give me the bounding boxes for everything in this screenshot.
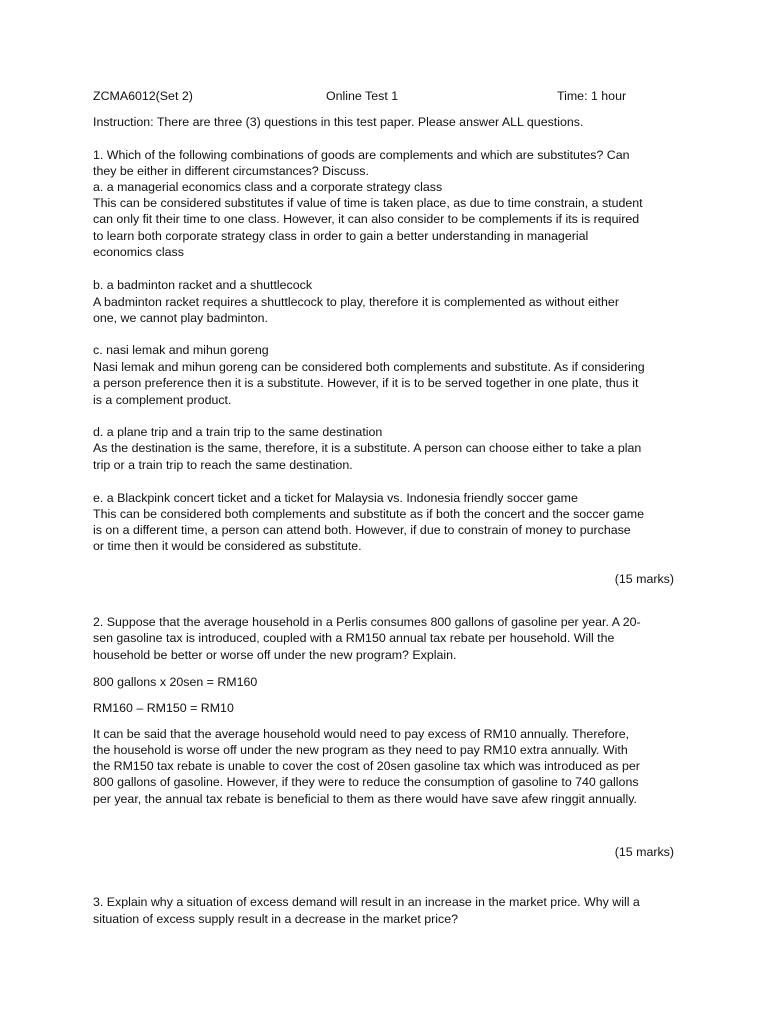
q1a-answer-line: can only fit their time to one class. However, it can also consider to be complements if its is required xyxy=(93,212,640,226)
q1b-answer-line: A badminton racket requires a shuttlecock to play, therefore it is complemented as without either xyxy=(93,295,619,309)
q2-answer-line: the RM150 tax rebate is unable to cover the cost of 20sen gasoline tax which was introduced as per xyxy=(93,759,640,773)
q2-answer-line: the household is worse off under the new program as they need to pay RM10 extra annually. With xyxy=(93,743,628,757)
q2-question-line: 2. Suppose that the average household in a Perlis consumes 800 gallons of gasoline per year. A 20- xyxy=(93,615,641,629)
q2-question-line: sen gasoline tax is introduced, coupled with a RM150 annual tax rebate per household. Will the xyxy=(93,631,615,645)
q1d-answer-line: trip or a train trip to reach the same destination. xyxy=(93,458,353,472)
q3-question-line: 3. Explain why a situation of excess demand will result in an increase in the market price. Why will a xyxy=(93,895,640,909)
q1-question-line: 1. Which of the following combinations of goods are complements and which are substitutes? Can xyxy=(93,148,630,162)
q1c-answer-line: is a complement product. xyxy=(93,393,232,407)
q1a-answer-line: to learn both corporate strategy class in order to gain a better understanding in managerial xyxy=(93,229,589,243)
q2-calculation-1: 800 gallons x 20sen = RM160 xyxy=(93,675,258,689)
q2-answer-line: 800 gallons of gasoline. However, if they were to reduce the consumption of gasoline to 740 gallons xyxy=(93,775,639,789)
q1e-answer-line: is on a different time, a person can attend both. However, if due to constrain of money to purchase xyxy=(93,523,631,537)
q2-question-line: household be better or worse off under the new program? Explain. xyxy=(93,648,457,662)
q2-answer-line: per year, the annual tax rebate is beneficial to them as there would have save afew ringgit annually. xyxy=(93,792,637,806)
q1c-answer-line: Nasi lemak and mihun goreng can be considered both complements and substitute. As if considering xyxy=(93,360,645,374)
q1-marks: (15 marks) xyxy=(614,572,674,586)
q1e-label: e. a Blackpink concert ticket and a ticket for Malaysia vs. Indonesia friendly soccer game xyxy=(93,491,578,505)
q1-question-line: they be either in different circumstances? Discuss. xyxy=(93,164,369,178)
q1a-label: a. a managerial economics class and a corporate strategy class xyxy=(93,180,443,194)
q1e-answer-line: This can be considered both complements and substitute as if both the concert and the soccer game xyxy=(93,507,645,521)
q1c-label: c. nasi lemak and mihun goreng xyxy=(93,343,269,357)
q1c-answer-line: a person preference then it is a substitute. However, if it is to be served together in one plate, thus it xyxy=(93,376,639,390)
q1d-label: d. a plane trip and a train trip to the same destination xyxy=(93,425,383,439)
course-code: ZCMA6012(Set 2) xyxy=(93,89,193,103)
q1a-answer-line: economics class xyxy=(93,245,184,259)
instruction: Instruction: There are three (3) questions in this test paper. Please answer ALL questions. xyxy=(93,115,584,129)
q2-answer-line: It can be said that the average household would need to pay excess of RM10 annually. Therefore, xyxy=(93,727,630,741)
q1e-answer-line: or time then it would be considered as substitute. xyxy=(93,539,362,553)
q2-marks: (15 marks) xyxy=(614,845,674,859)
test-name: Online Test 1 xyxy=(326,89,399,103)
q1a-answer-line: This can be considered substitutes if value of time is taken place, as due to time constrain, a student xyxy=(93,196,643,210)
q2-calculation-2: RM160 – RM150 = RM10 xyxy=(93,701,234,715)
q1d-answer-line: As the destination is the same, therefore, it is a substitute. A person can choose either to take a plan xyxy=(93,441,642,455)
q1b-answer-line: one, we cannot play badminton. xyxy=(93,311,268,325)
q3-question-line: situation of excess supply result in a decrease in the market price? xyxy=(93,912,459,926)
q1b-label: b. a badminton racket and a shuttlecock xyxy=(93,278,313,292)
time-allowed: Time: 1 hour xyxy=(557,89,627,103)
